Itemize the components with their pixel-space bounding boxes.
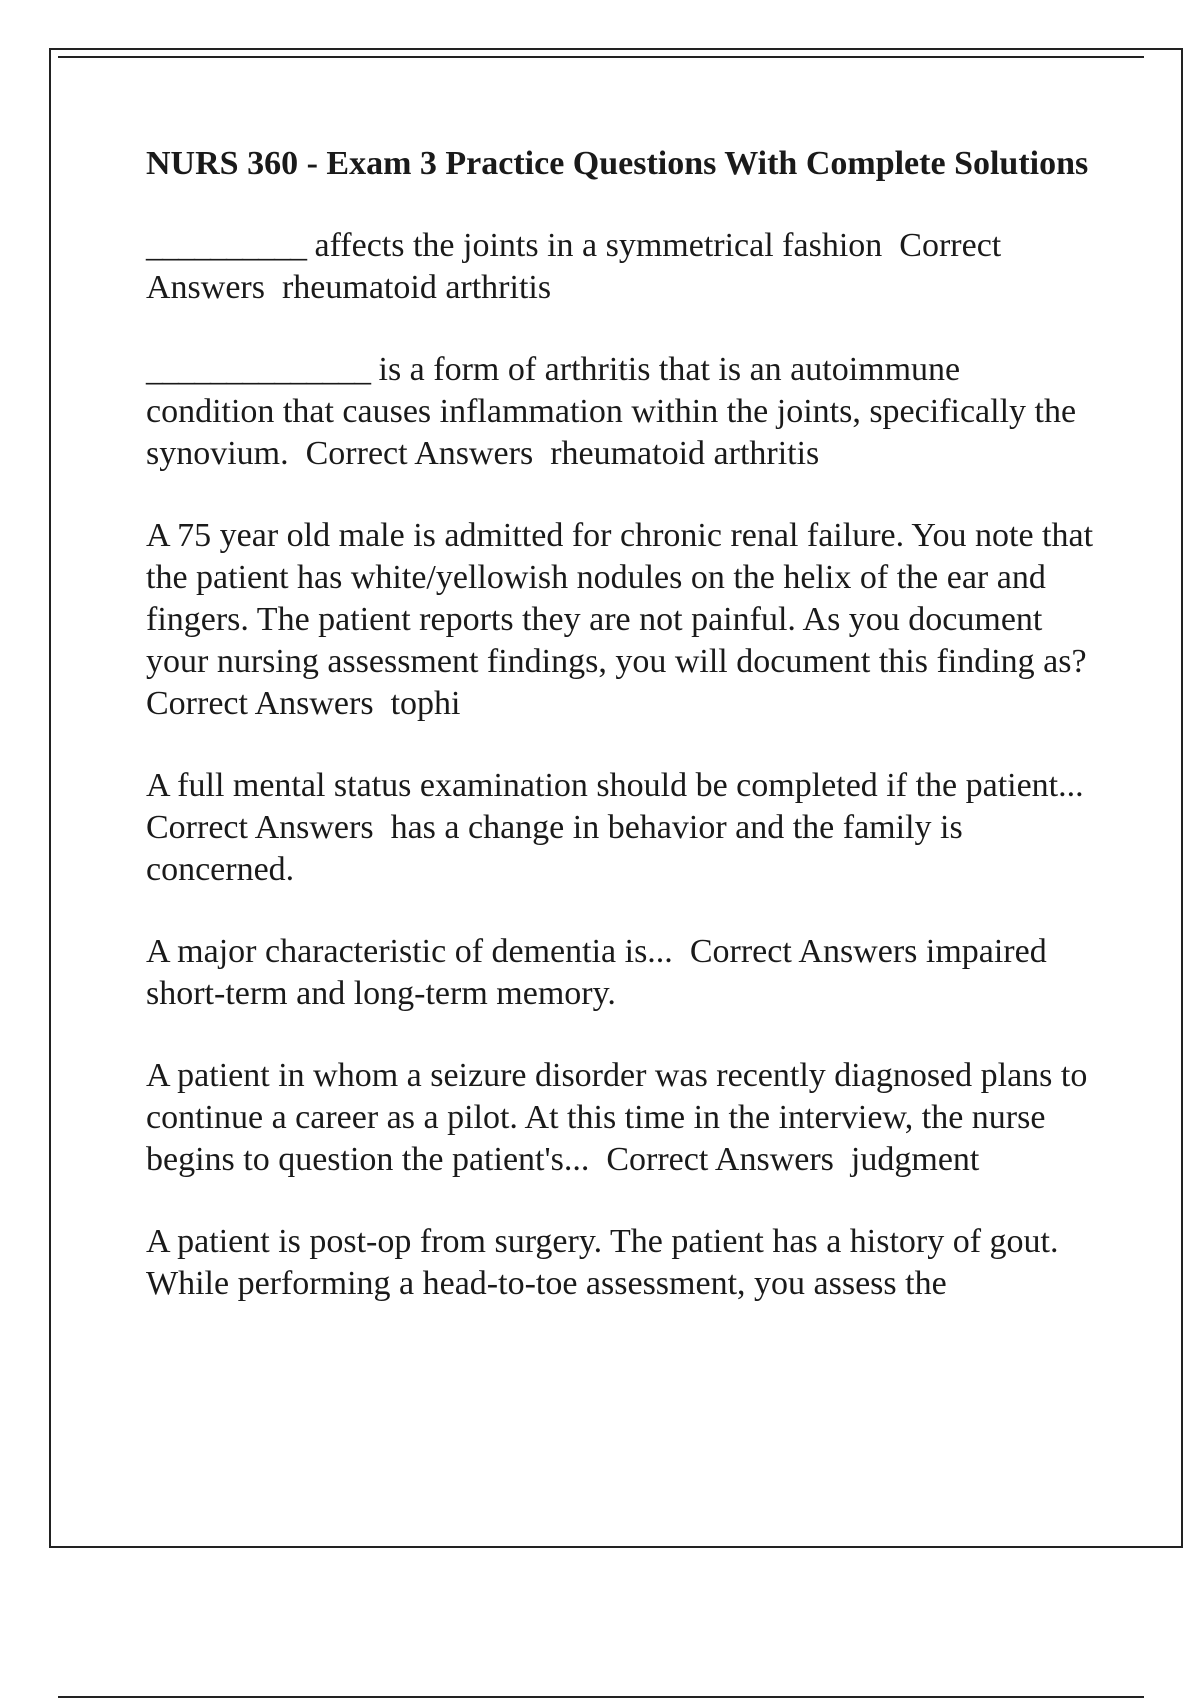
question-text: A major characteristic of dementia is...: [146, 933, 673, 970]
qa-item-3: [146, 515, 1096, 725]
fill-in-blank: ______________: [146, 351, 370, 388]
question-text: affects the joints in a symmetrical fashion: [306, 227, 883, 264]
correct-answers-label: Correct Answers: [606, 1141, 834, 1178]
question-text: is a form of arthritis that is an autoimmune condition that causes inflammation within the joints, specifically the synovium.: [146, 351, 1077, 472]
top-rule: [58, 56, 1144, 58]
correct-answers-label: Correct Answers: [146, 685, 374, 722]
question-text: A full mental status examination should be completed if the patient...: [146, 767, 1084, 804]
answer-text: impaired short-term and long-term memory.: [146, 933, 1047, 1012]
qa-item-2: [146, 349, 1096, 475]
answer-text: has a change in behavior and the family is concerned.: [146, 809, 963, 888]
fill-in-blank: __________: [146, 227, 306, 264]
document-content: [146, 143, 1096, 1345]
correct-answers-label: Correct Answers: [305, 435, 534, 472]
qa-item-6: [146, 1055, 1096, 1181]
question-text: A patient is post-op from surgery. The patient has a history of gout. While performing a head-to-toe assessment, you assess the: [146, 1223, 1059, 1302]
qa-item-7: [146, 1221, 1096, 1305]
answer-text: rheumatoid arthritis: [550, 435, 820, 472]
qa-item-1: [146, 225, 1096, 309]
question-text: A patient in whom a seizure disorder was recently diagnosed plans to continue a career as a pilot. At this time in the interview, the nurse begins to question the patient's...: [146, 1057, 1088, 1178]
qa-item-5: [146, 931, 1096, 1015]
answer-text: rheumatoid arthritis: [281, 269, 552, 306]
document-title: NURS 360 - Exam 3 Practice Questions With Complete Solutions: [146, 145, 1089, 182]
bottom-rule: [58, 1696, 1144, 1698]
correct-answers-label: Correct Answers: [146, 809, 374, 846]
question-text: A 75 year old male is admitted for chronic renal failure. You note that the patient has white/yellowish nodules on the helix of the ear and fingers. The patient reports they are not painful. As you document your nursing assessment findings, you will document this finding as?: [146, 517, 1094, 680]
correct-answers-label: Correct Answers: [689, 933, 918, 970]
answer-text: tophi: [390, 685, 461, 722]
answer-text: judgment: [850, 1141, 980, 1178]
qa-item-4: [146, 765, 1096, 891]
correct-answers-label: Correct Answers: [146, 227, 1002, 306]
